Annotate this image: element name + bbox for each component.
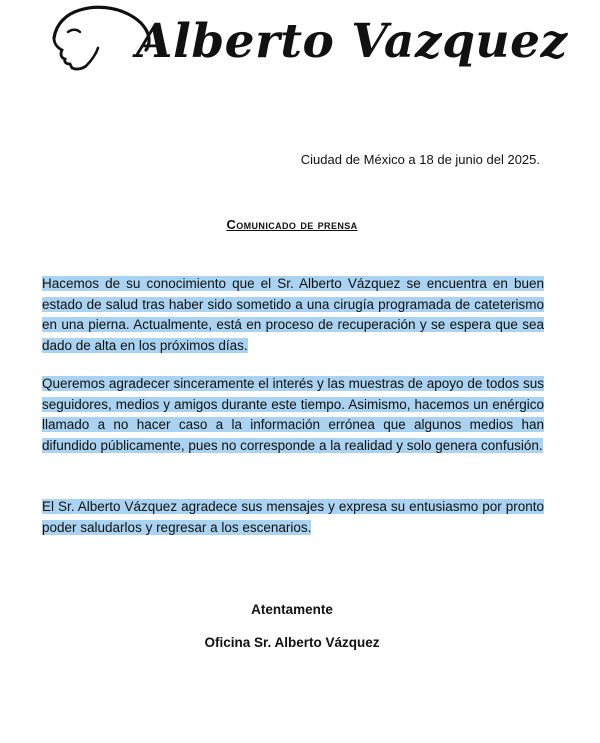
highlighted-text: Queremos agradecer sinceramente el interés y las muestras de apoyo de todos sus seguidores, medios y amigos durante este tiempo. Asimismo, hacemos un enérgico llamado a no hacer caso a la información errónea que algunos medios han difundido públicamente, pues no corresponde a la realidad y solo genera confusión. [42,376,544,453]
highlighted-text: El Sr. Alberto Vázquez agradece sus mensajes y expresa su entusiasmo por pronto poder saludarlos y regresar a los escenarios. [42,499,544,535]
document-title: Comunicado de prensa [226,217,358,232]
paragraph-thanks [42,497,544,538]
closing-salutation: Atentamente [251,602,333,617]
paragraph-acknowledgement [42,374,544,456]
closing-signature: Oficina Sr. Alberto Vázquez [204,635,380,650]
date-line: Ciudad de México a 18 de junio del 2025. [300,152,540,167]
letterhead [48,2,568,102]
highlighted-text: Hacemos de su conocimiento que el Sr. Alberto Vázquez se encuentra en buen estado de salud tras haber sido sometido a una cirugía programada de cateterismo en una pierna. Actualmente, está en proceso de recuperación y se espera que sea dado de alta en los próximos días. [42,276,544,353]
brand-name: Alberto Vazquez [136,14,568,69]
paragraph-health-status [42,274,544,356]
